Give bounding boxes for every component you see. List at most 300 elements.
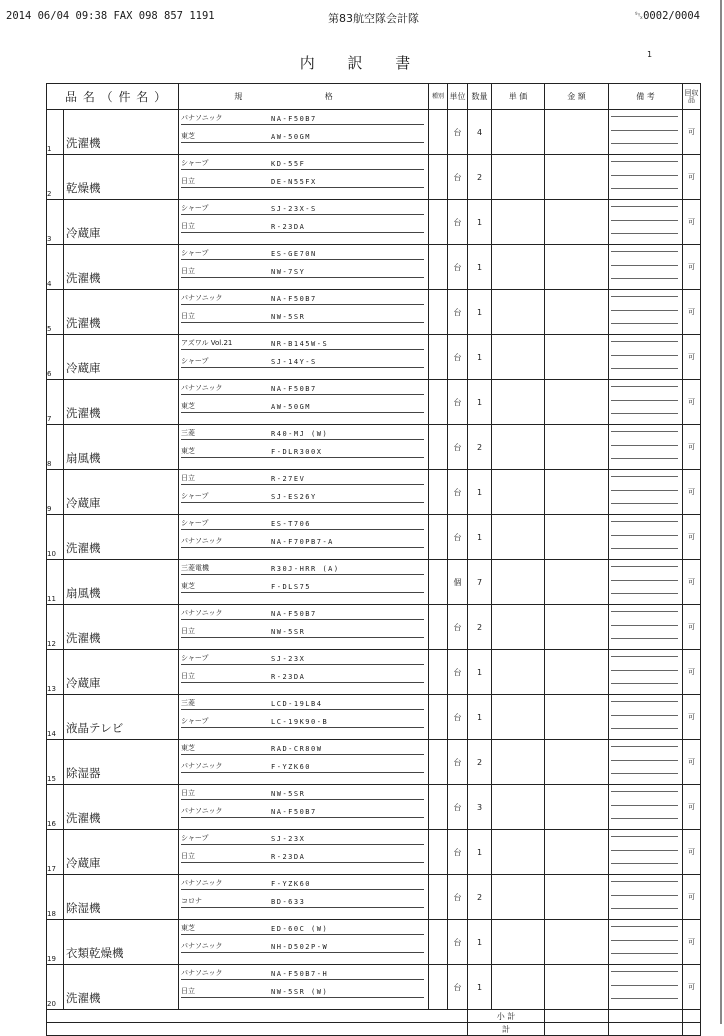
spec-model-2: SJ-14Y-S	[271, 358, 317, 366]
item-name: 洗濯機	[64, 785, 179, 830]
remark-line	[611, 278, 678, 279]
item-unit-price	[492, 875, 545, 920]
spec-line-2	[181, 264, 424, 278]
item-number: 19	[47, 920, 64, 965]
item-name: 除湿機	[64, 875, 179, 920]
spec-model-2: LC-19K90-B	[271, 718, 329, 726]
item-flag: 可	[683, 515, 701, 560]
item-spec	[179, 335, 429, 380]
spec-line-1	[181, 831, 424, 845]
breakdown-table	[46, 83, 701, 1036]
spec-model-1: R40-MJ (W)	[271, 430, 329, 438]
item-number: 1	[47, 110, 64, 155]
item-qty: 1	[468, 515, 492, 560]
table-row	[47, 515, 701, 560]
spec-maker-2: 日立	[181, 987, 196, 995]
spec-line-2	[181, 534, 424, 548]
item-qty: 1	[468, 695, 492, 740]
item-unit-price	[492, 920, 545, 965]
spec-maker-1: シャープ	[181, 159, 209, 167]
table-row	[47, 245, 701, 290]
item-unit-price	[492, 290, 545, 335]
item-qty: 2	[468, 875, 492, 920]
item-qty: 1	[468, 470, 492, 515]
item-remarks	[609, 470, 683, 515]
item-remarks	[609, 830, 683, 875]
spec-model-1: LCD-19LB4	[271, 700, 323, 708]
item-flag: 可	[683, 155, 701, 200]
spec-model-2: F-YZK60	[271, 763, 312, 771]
item-type	[429, 515, 448, 560]
document-title: 内 訳 書	[299, 54, 425, 72]
spec-model-1: ES-T706	[271, 520, 312, 528]
spec-model-1: NA-F50B7	[271, 295, 317, 303]
item-number: 6	[47, 335, 64, 380]
table-row	[47, 335, 701, 380]
item-unit-price	[492, 830, 545, 875]
spec-model-1: ED-60C (W)	[271, 925, 329, 933]
item-unit: 台	[448, 875, 468, 920]
item-flag: 可	[683, 110, 701, 155]
item-number: 12	[47, 605, 64, 650]
spec-maker-1: パナソニック	[181, 879, 223, 887]
remark-line	[611, 251, 678, 252]
spec-line-1	[181, 471, 424, 485]
item-qty: 1	[468, 830, 492, 875]
spec-line-1	[181, 741, 424, 755]
spec-model-1: SJ-23X-S	[271, 205, 317, 213]
table-row	[47, 290, 701, 335]
remark-line	[611, 683, 678, 684]
item-unit: 台	[448, 470, 468, 515]
spec-line-1	[181, 201, 424, 215]
item-type	[429, 200, 448, 245]
item-name: 冷蔵庫	[64, 200, 179, 245]
spec-line-1	[181, 156, 424, 170]
item-unit-price	[492, 560, 545, 605]
item-spec	[179, 425, 429, 470]
item-amount	[545, 965, 609, 1010]
header-flag: 回収品	[683, 84, 701, 110]
spec-model-1: F-YZK60	[271, 880, 312, 888]
spec-maker-1: 日立	[181, 789, 196, 797]
spec-model-1: SJ-23X	[271, 835, 306, 843]
item-name: 冷蔵庫	[64, 650, 179, 695]
item-qty: 2	[468, 425, 492, 470]
spec-maker-2: シャープ	[181, 492, 209, 500]
item-unit-price	[492, 785, 545, 830]
item-flag: 可	[683, 965, 701, 1010]
spec-maker-2: 日立	[181, 222, 196, 230]
spec-maker-2: 東芝	[181, 132, 196, 140]
item-amount	[545, 245, 609, 290]
item-unit-price	[492, 335, 545, 380]
remark-line	[611, 323, 678, 324]
item-amount	[545, 470, 609, 515]
item-unit: 台	[448, 920, 468, 965]
item-flag: 可	[683, 335, 701, 380]
spec-maker-2: 東芝	[181, 402, 196, 410]
spec-maker-2: 日立	[181, 177, 196, 185]
item-qty: 2	[468, 155, 492, 200]
table-row	[47, 785, 701, 830]
table-row	[47, 470, 701, 515]
item-type	[429, 695, 448, 740]
header-type: 種別	[429, 84, 448, 110]
spec-maker-2: パナソニック	[181, 537, 223, 545]
remark-line	[611, 476, 678, 477]
item-name: 洗濯機	[64, 515, 179, 560]
fax-sender: 第83航空隊会計隊	[328, 12, 419, 25]
spec-line-2	[181, 354, 424, 368]
spec-maker-1: 東芝	[181, 744, 196, 752]
remark-line	[611, 926, 678, 927]
remark-line	[611, 593, 678, 594]
subtotal-row	[47, 1010, 701, 1023]
spec-line-1	[181, 561, 424, 575]
table-row	[47, 560, 701, 605]
item-qty: 1	[468, 920, 492, 965]
spec-maker-1: シャープ	[181, 249, 209, 257]
item-unit: 台	[448, 245, 468, 290]
table-row	[47, 965, 701, 1010]
remark-line	[611, 760, 678, 761]
item-spec	[179, 200, 429, 245]
item-qty: 2	[468, 740, 492, 785]
spec-model-2: F-DLR300X	[271, 448, 323, 456]
item-unit: 台	[448, 380, 468, 425]
spec-model-1: KD-55F	[271, 160, 306, 168]
remark-line	[611, 850, 678, 851]
item-flag: 可	[683, 830, 701, 875]
remark-line	[611, 611, 678, 612]
spec-model-2: NA-F70PB7-A	[271, 538, 334, 546]
spec-maker-1: アズワル Vol.21	[181, 339, 233, 347]
total-row	[47, 1023, 701, 1036]
item-amount	[545, 695, 609, 740]
header-amount: 金 額	[545, 84, 609, 110]
remark-line	[611, 566, 678, 567]
item-unit-price	[492, 470, 545, 515]
table-row	[47, 650, 701, 695]
page-number: 1	[647, 50, 653, 59]
item-qty: 7	[468, 560, 492, 605]
remark-line	[611, 805, 678, 806]
item-number: 16	[47, 785, 64, 830]
item-type	[429, 830, 448, 875]
fax-header	[6, 10, 700, 26]
item-flag: 可	[683, 245, 701, 290]
spec-model-1: NA-F50B7	[271, 385, 317, 393]
item-name: 冷蔵庫	[64, 470, 179, 515]
item-unit: 台	[448, 605, 468, 650]
remark-line	[611, 985, 678, 986]
item-amount	[545, 155, 609, 200]
item-spec	[179, 920, 429, 965]
table-row	[47, 920, 701, 965]
spec-line-1	[181, 111, 424, 125]
item-flag: 可	[683, 200, 701, 245]
item-unit: 台	[448, 965, 468, 1010]
item-flag: 可	[683, 920, 701, 965]
remark-line	[611, 521, 678, 522]
item-spec	[179, 785, 429, 830]
remark-line	[611, 971, 678, 972]
item-remarks	[609, 650, 683, 695]
spec-model-1: R30J-HRR (A)	[271, 565, 340, 573]
spec-line-2	[181, 309, 424, 323]
remark-line	[611, 746, 678, 747]
item-type	[429, 785, 448, 830]
item-type	[429, 875, 448, 920]
spec-maker-2: コロナ	[181, 897, 203, 905]
item-qty: 3	[468, 785, 492, 830]
spec-maker-1: 三菱	[181, 699, 196, 707]
remark-line	[611, 728, 678, 729]
spec-model-1: NA-F50B7-H	[271, 970, 329, 978]
header-qty: 数量	[468, 84, 492, 110]
item-type	[429, 290, 448, 335]
item-qty: 1	[468, 650, 492, 695]
spec-line-1	[181, 426, 424, 440]
spec-line-1	[181, 786, 424, 800]
fax-datetime-number: 2014 06/04 09:38 FAX 098 857 1191	[6, 10, 215, 22]
item-unit: 台	[448, 200, 468, 245]
item-amount	[545, 920, 609, 965]
spec-line-1	[181, 921, 424, 935]
item-name: 洗濯機	[64, 605, 179, 650]
item-amount	[545, 875, 609, 920]
spec-model-1: RAD-CR80W	[271, 745, 323, 753]
spec-maker-1: パナソニック	[181, 114, 223, 122]
remark-line	[611, 233, 678, 234]
item-flag: 可	[683, 785, 701, 830]
item-spec	[179, 470, 429, 515]
spec-maker-1: 三菱電機	[181, 564, 210, 572]
spec-maker-2: シャープ	[181, 357, 209, 365]
item-qty: 2	[468, 605, 492, 650]
item-unit: 台	[448, 335, 468, 380]
item-unit: 台	[448, 695, 468, 740]
spec-maker-1: パナソニック	[181, 384, 223, 392]
header-unit: 単位	[448, 84, 468, 110]
spec-line-2	[181, 849, 424, 863]
item-unit: 台	[448, 155, 468, 200]
item-name: 洗濯機	[64, 245, 179, 290]
item-unit-price	[492, 965, 545, 1010]
item-spec	[179, 155, 429, 200]
spec-line-2	[181, 804, 424, 818]
table-row	[47, 605, 701, 650]
item-number: 13	[47, 650, 64, 695]
item-name: 液晶テレビ	[64, 695, 179, 740]
remark-line	[611, 998, 678, 999]
item-amount	[545, 110, 609, 155]
item-spec	[179, 560, 429, 605]
table-row	[47, 830, 701, 875]
table-row	[47, 425, 701, 470]
spec-model-2: NW-5SR	[271, 628, 306, 636]
spec-line-1	[181, 696, 424, 710]
item-name: 洗濯機	[64, 290, 179, 335]
remark-line	[611, 908, 678, 909]
remark-line	[611, 355, 678, 356]
item-type	[429, 245, 448, 290]
spec-model-2: BD-633	[271, 898, 306, 906]
item-amount	[545, 785, 609, 830]
spec-line-2	[181, 489, 424, 503]
remark-line	[611, 161, 678, 162]
item-name: 冷蔵庫	[64, 830, 179, 875]
item-unit: 個	[448, 560, 468, 605]
spec-line-1	[181, 966, 424, 980]
remark-line	[611, 116, 678, 117]
spec-maker-2: 東芝	[181, 447, 196, 455]
item-number: 7	[47, 380, 64, 425]
table-header-row	[47, 84, 701, 110]
header-unit-price: 単 価	[492, 84, 545, 110]
remark-line	[611, 386, 678, 387]
item-unit-price	[492, 695, 545, 740]
spec-model-2: NA-F50B7	[271, 808, 317, 816]
item-spec	[179, 740, 429, 785]
item-number: 4	[47, 245, 64, 290]
spec-line-2	[181, 984, 424, 998]
remark-line	[611, 940, 678, 941]
spec-model-2: SJ-ES26Y	[271, 493, 317, 501]
item-flag: 可	[683, 740, 701, 785]
item-flag: 可	[683, 560, 701, 605]
item-type	[429, 470, 448, 515]
remark-line	[611, 836, 678, 837]
spec-line-2	[181, 129, 424, 143]
remark-line	[611, 143, 678, 144]
spec-model-1: NR-B145W-S	[271, 340, 329, 348]
item-type	[429, 425, 448, 470]
spec-model-2: R-23DA	[271, 223, 306, 231]
item-amount	[545, 335, 609, 380]
spec-maker-2: 東芝	[181, 582, 196, 590]
item-qty: 1	[468, 380, 492, 425]
item-name: 扇風機	[64, 560, 179, 605]
item-remarks	[609, 965, 683, 1010]
item-amount	[545, 560, 609, 605]
item-number: 15	[47, 740, 64, 785]
item-type	[429, 650, 448, 695]
item-name: 洗濯機	[64, 110, 179, 155]
item-type	[429, 965, 448, 1010]
item-remarks	[609, 560, 683, 605]
spec-model-2: DE-N55FX	[271, 178, 317, 186]
spec-line-1	[181, 291, 424, 305]
item-amount	[545, 830, 609, 875]
spec-model-2: R-23DA	[271, 853, 306, 861]
remark-line	[611, 503, 678, 504]
item-type	[429, 920, 448, 965]
item-number: 11	[47, 560, 64, 605]
spec-maker-2: 日立	[181, 672, 196, 680]
item-type	[429, 605, 448, 650]
item-unit: 台	[448, 650, 468, 695]
header-spec: 規 格	[179, 84, 429, 110]
spec-maker-2: パナソニック	[181, 807, 223, 815]
item-unit-price	[492, 110, 545, 155]
spec-model-1: NA-F50B7	[271, 115, 317, 123]
spec-model-2: R-23DA	[271, 673, 306, 681]
item-spec	[179, 695, 429, 740]
item-number: 8	[47, 425, 64, 470]
spec-line-1	[181, 246, 424, 260]
spec-line-2	[181, 939, 424, 953]
item-type	[429, 110, 448, 155]
item-number: 2	[47, 155, 64, 200]
spec-line-1	[181, 606, 424, 620]
spec-maker-1: 三菱	[181, 429, 196, 437]
remark-line	[611, 715, 678, 716]
item-spec	[179, 605, 429, 650]
spec-model-1: ES-GE70N	[271, 250, 317, 258]
spec-maker-1: パナソニック	[181, 294, 223, 302]
item-amount	[545, 425, 609, 470]
remark-line	[611, 341, 678, 342]
scan-edge-line	[720, 0, 722, 1024]
item-remarks	[609, 515, 683, 560]
item-unit: 台	[448, 830, 468, 875]
remark-line	[611, 413, 678, 414]
spec-line-2	[181, 444, 424, 458]
item-number: 18	[47, 875, 64, 920]
item-unit-price	[492, 245, 545, 290]
item-remarks	[609, 380, 683, 425]
spec-model-2: F-DLS75	[271, 583, 312, 591]
item-spec	[179, 380, 429, 425]
spec-line-1	[181, 876, 424, 890]
remark-line	[611, 445, 678, 446]
item-remarks	[609, 425, 683, 470]
remark-line	[611, 625, 678, 626]
table-row	[47, 695, 701, 740]
remark-line	[611, 895, 678, 896]
item-flag: 可	[683, 425, 701, 470]
item-spec	[179, 875, 429, 920]
item-remarks	[609, 695, 683, 740]
item-amount	[545, 380, 609, 425]
item-spec	[179, 830, 429, 875]
spec-maker-1: シャープ	[181, 204, 209, 212]
item-qty: 1	[468, 200, 492, 245]
total-label: 計	[468, 1023, 545, 1036]
item-unit-price	[492, 200, 545, 245]
item-qty: 4	[468, 110, 492, 155]
item-remarks	[609, 155, 683, 200]
item-unit-price	[492, 380, 545, 425]
item-number: 9	[47, 470, 64, 515]
item-unit: 台	[448, 740, 468, 785]
spec-maker-2: 日立	[181, 627, 196, 635]
item-spec	[179, 245, 429, 290]
item-number: 20	[47, 965, 64, 1010]
spec-model-2: AW-50GM	[271, 403, 312, 411]
spec-maker-2: パナソニック	[181, 942, 223, 950]
spec-line-2	[181, 669, 424, 683]
remark-line	[611, 791, 678, 792]
remark-line	[611, 818, 678, 819]
item-unit-price	[492, 605, 545, 650]
remark-line	[611, 580, 678, 581]
table-row	[47, 380, 701, 425]
item-number: 10	[47, 515, 64, 560]
spec-model-1: NW-5SR	[271, 790, 306, 798]
